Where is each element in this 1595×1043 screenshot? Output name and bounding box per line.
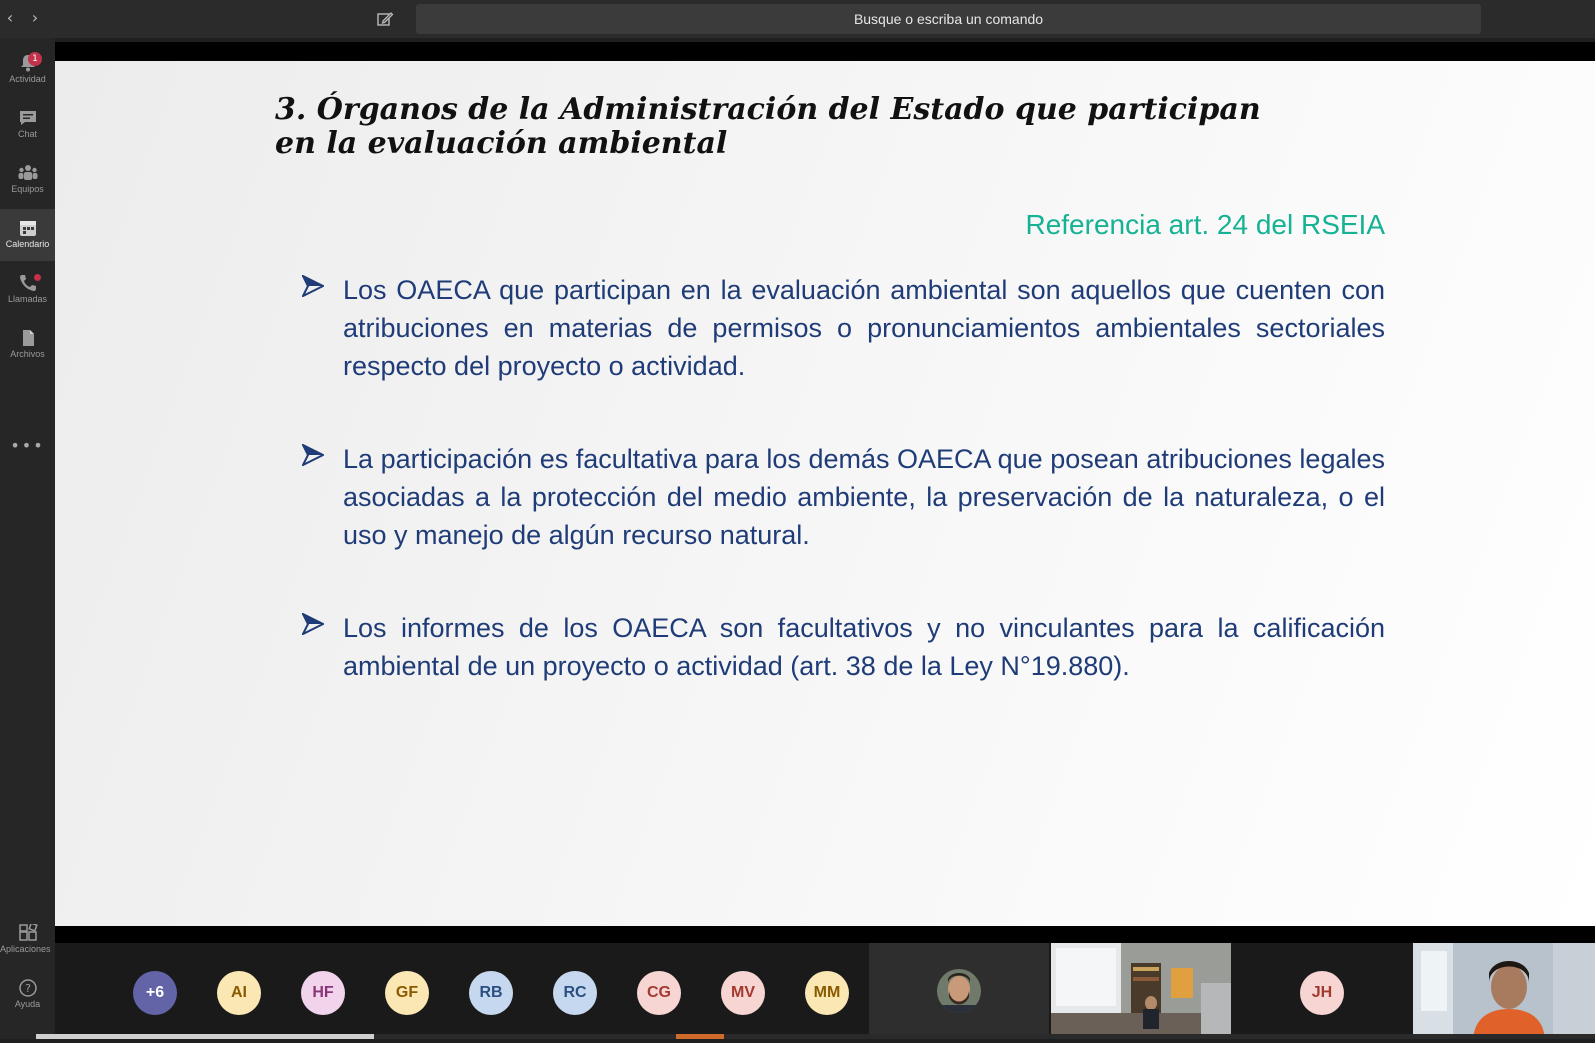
rail-item-label: Actividad bbox=[9, 74, 46, 84]
rail-item-label: Equipos bbox=[11, 184, 44, 194]
app-rail bbox=[0, 38, 55, 1039]
more-apps-icon[interactable]: ••• bbox=[10, 436, 45, 455]
chat-icon bbox=[18, 109, 38, 127]
slide-title: 3. Órganos de la Administración del Estado que participan en la evaluación ambiental bbox=[275, 92, 1261, 161]
shared-slide bbox=[55, 61, 1595, 926]
participant-video-tile[interactable] bbox=[1051, 943, 1231, 1039]
teams-icon bbox=[18, 164, 38, 182]
activity-badge: 1 bbox=[28, 52, 42, 66]
help-icon bbox=[18, 979, 38, 997]
participant-avatar[interactable]: MV bbox=[721, 971, 765, 1015]
participant-avatar[interactable]: RB bbox=[469, 971, 513, 1015]
rail-item-activity[interactable] bbox=[0, 44, 55, 96]
rail-item-teams[interactable] bbox=[0, 154, 55, 206]
rail-item-calls[interactable] bbox=[0, 264, 55, 316]
calendar-icon bbox=[18, 219, 38, 237]
participant-avatar[interactable]: GF bbox=[385, 971, 429, 1015]
search-input[interactable]: Busque o escriba un comando bbox=[416, 4, 1481, 34]
progress-fill bbox=[36, 1034, 374, 1039]
more-participants-button[interactable]: +6 bbox=[133, 971, 177, 1015]
participants-strip bbox=[55, 943, 1595, 1039]
rail-item-calendar[interactable] bbox=[0, 209, 55, 261]
rail-item-label: Ayuda bbox=[14, 999, 41, 1009]
bullet-text: Los OAECA que participan en la evaluación ambiental son aquellos que cuenten con atribuciones en materias de permisos o pronunciamientos ambientales sectoriales respecto del proyecto o actividad. bbox=[343, 275, 1385, 381]
bullet-text: Los informes de los OAECA son facultativos y no vinculantes para la calificación ambiental de un proyecto o actividad (art. 38 de la Ley N°19.880). bbox=[343, 613, 1385, 681]
bullet-text: La participación es facultativa para los demás OAECA que posean atribuciones legales asociadas a la protección del medio ambiente, la preservación de la naturaleza, o el uso y manejo de algún recurso natural. bbox=[343, 444, 1385, 550]
bottom-progress-bar bbox=[36, 1034, 1595, 1039]
arrow-bullet-icon bbox=[302, 613, 324, 635]
rail-item-label: Calendario bbox=[5, 239, 50, 249]
apps-icon bbox=[18, 924, 38, 942]
rail-item-label: Llamadas bbox=[7, 294, 48, 304]
rail-item-apps[interactable] bbox=[0, 914, 55, 966]
forward-arrow-icon[interactable]: › bbox=[31, 8, 39, 27]
rail-item-files[interactable] bbox=[0, 319, 55, 371]
participant-photo-avatar bbox=[869, 943, 1049, 1039]
compose-icon[interactable] bbox=[376, 10, 394, 28]
rail-item-label: Archivos bbox=[10, 349, 45, 359]
progress-segment bbox=[676, 1034, 724, 1039]
slide-reference: Referencia art. 24 del RSEIA bbox=[1025, 209, 1385, 240]
participant-video-tile[interactable] bbox=[869, 943, 1049, 1039]
participant-avatar[interactable]: CG bbox=[637, 971, 681, 1015]
participant-avatar[interactable]: RC bbox=[553, 971, 597, 1015]
rail-item-chat[interactable] bbox=[0, 99, 55, 151]
participant-avatar[interactable]: JH bbox=[1300, 971, 1344, 1015]
back-arrow-icon[interactable]: ‹ bbox=[6, 8, 14, 27]
files-icon bbox=[18, 329, 38, 347]
participant-avatar[interactable]: AI bbox=[217, 971, 261, 1015]
participant-avatar[interactable]: HF bbox=[301, 971, 345, 1015]
calls-dot-indicator bbox=[34, 274, 41, 281]
title-bar bbox=[0, 0, 1595, 38]
arrow-bullet-icon bbox=[302, 444, 324, 466]
rail-item-label: Aplicaciones bbox=[0, 944, 51, 954]
arrow-bullet-icon bbox=[302, 275, 324, 297]
presenter-video-tile[interactable] bbox=[1413, 943, 1595, 1039]
participant-tile[interactable] bbox=[1233, 943, 1411, 1039]
presenter-video-feed bbox=[1413, 943, 1595, 1039]
svg-text:?: ? bbox=[24, 982, 31, 995]
office-video-feed bbox=[1051, 943, 1231, 1039]
participant-avatar[interactable]: MM bbox=[805, 971, 849, 1015]
rail-item-help[interactable] bbox=[0, 969, 55, 1021]
rail-item-label: Chat bbox=[17, 129, 37, 139]
